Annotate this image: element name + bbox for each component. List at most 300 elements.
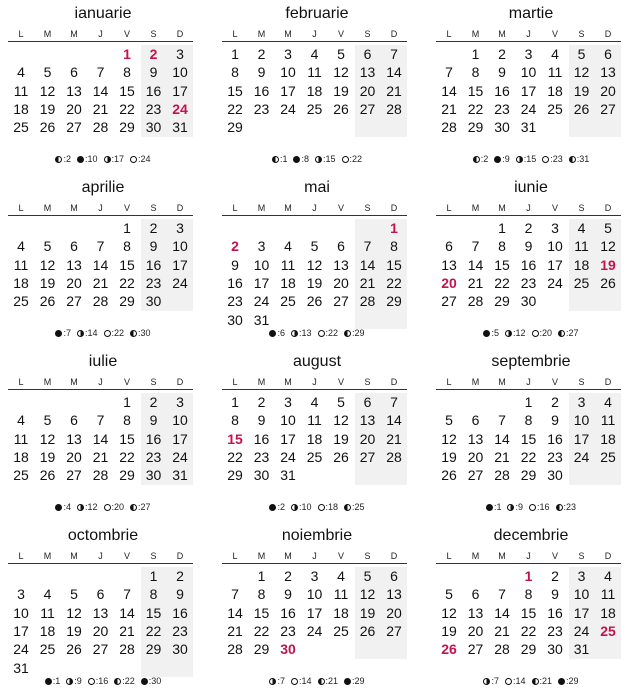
day-cell: 27 bbox=[66, 119, 82, 136]
day-cell: 24 bbox=[573, 622, 590, 639]
day-cell: 4 bbox=[17, 412, 25, 429]
weekday-label: J bbox=[312, 551, 317, 561]
weekday-label: D bbox=[176, 377, 184, 387]
moon-phase-day: :25 bbox=[352, 502, 365, 512]
day-cell: 21 bbox=[92, 100, 109, 117]
weekday-label: J bbox=[98, 29, 103, 39]
day-cell: 24 bbox=[280, 448, 296, 465]
day-cell: 20 bbox=[92, 622, 109, 639]
full-moon-icon bbox=[130, 156, 137, 163]
weekday-label: L bbox=[18, 203, 24, 213]
day-cell: 26 bbox=[573, 100, 590, 117]
weekday-label: V bbox=[123, 203, 130, 213]
day-cell: 24 bbox=[520, 100, 537, 117]
day-cell: 17 bbox=[573, 430, 590, 447]
weekday-label: S bbox=[364, 551, 371, 561]
day-cell: 9 bbox=[149, 238, 158, 255]
last-quarter-icon bbox=[291, 330, 298, 337]
day-cell: 11 bbox=[13, 430, 29, 447]
first-quarter-icon bbox=[532, 678, 539, 685]
day-cell: 10 bbox=[573, 412, 590, 429]
weekday-label: L bbox=[446, 551, 452, 561]
moon-phase-day: :10 bbox=[84, 154, 98, 164]
day-cell: 28 bbox=[494, 467, 510, 484]
weekday-label: J bbox=[526, 203, 531, 213]
day-cell: 8 bbox=[149, 586, 158, 603]
weekday-label: M bbox=[70, 551, 78, 561]
full-moon-icon bbox=[532, 330, 539, 337]
day-cell: 14 bbox=[386, 412, 402, 429]
day-cell: 4 bbox=[551, 46, 559, 62]
moon-phase-day: :6 bbox=[277, 328, 285, 338]
moon-phase bbox=[293, 153, 309, 165]
day-cell: 5 bbox=[445, 412, 453, 429]
weekday-label: M bbox=[257, 203, 266, 213]
moon-phase-day: :24 bbox=[138, 154, 151, 164]
moon-phase bbox=[269, 501, 285, 513]
weekday-label: S bbox=[364, 29, 371, 39]
day-cell: 11 bbox=[333, 586, 349, 603]
weekday-label: D bbox=[390, 377, 398, 387]
day-cell: 4 bbox=[310, 46, 319, 62]
moon-phase bbox=[45, 675, 61, 687]
day-cell: 2 bbox=[231, 238, 239, 255]
day-cell: 19 bbox=[441, 622, 457, 639]
day-cell: 14 bbox=[92, 256, 109, 273]
weekday-label: M bbox=[257, 29, 266, 39]
day-cell: 28 bbox=[119, 641, 135, 658]
moon-phase bbox=[88, 675, 109, 687]
day-cell: 4 bbox=[604, 394, 612, 410]
day-cell: 18 bbox=[600, 604, 616, 621]
moon-phases bbox=[436, 327, 626, 339]
day-cell: 1 bbox=[390, 220, 398, 236]
moon-phase-day: :2 bbox=[277, 502, 285, 512]
day-cell: 16 bbox=[520, 256, 537, 273]
moon-phase bbox=[532, 327, 553, 339]
day-cell: 22 bbox=[520, 622, 537, 639]
day-cell: 7 bbox=[498, 412, 506, 429]
day-cell: 14 bbox=[92, 430, 109, 447]
day-cell: 11 bbox=[13, 82, 29, 99]
day-cell: 25 bbox=[13, 119, 29, 136]
day-cell: 7 bbox=[96, 238, 105, 255]
day-cell: 12 bbox=[441, 604, 457, 621]
moon-phase bbox=[272, 153, 288, 165]
moon-phase-day: :31 bbox=[576, 154, 590, 164]
day-cell: 16 bbox=[253, 430, 270, 447]
day-cell: 8 bbox=[231, 64, 239, 81]
day-cell: 8 bbox=[471, 64, 480, 81]
day-cell: 13 bbox=[66, 256, 82, 273]
day-cell: 2 bbox=[257, 46, 266, 62]
day-cell: 16 bbox=[253, 82, 270, 99]
first-quarter-icon bbox=[55, 156, 62, 163]
day-cell: 22 bbox=[227, 448, 243, 465]
moon-phase-day: :18 bbox=[325, 502, 339, 512]
day-cell: 14 bbox=[359, 256, 376, 273]
moon-phases bbox=[222, 501, 412, 513]
weekday-label: V bbox=[337, 203, 344, 213]
day-cell: 22 bbox=[145, 622, 162, 639]
day-cell: 3 bbox=[176, 394, 184, 410]
first-quarter-icon bbox=[318, 678, 325, 685]
day-cell: 4 bbox=[577, 220, 586, 236]
day-cell: 18 bbox=[600, 430, 616, 447]
day-cell: 7 bbox=[363, 238, 372, 255]
day-cell: 8 bbox=[257, 586, 266, 603]
day-cell: 18 bbox=[280, 274, 296, 291]
day-cell: 11 bbox=[307, 64, 322, 81]
day-cell: 16 bbox=[547, 604, 563, 621]
day-cell: 9 bbox=[551, 586, 559, 603]
day-cell: 4 bbox=[284, 238, 292, 255]
day-cell: 5 bbox=[337, 394, 345, 410]
weekday-label: M bbox=[70, 203, 78, 213]
weekday-label: L bbox=[18, 29, 24, 39]
day-cell: 28 bbox=[92, 119, 109, 136]
weekday-label: M bbox=[498, 377, 506, 387]
day-cell: 23 bbox=[253, 448, 270, 465]
day-cell: 28 bbox=[441, 119, 457, 136]
moon-phase bbox=[483, 327, 499, 339]
day-cell: 4 bbox=[17, 238, 25, 255]
weekday-label: J bbox=[312, 203, 317, 213]
day-cell: 19 bbox=[573, 82, 590, 99]
day-cell: 27 bbox=[66, 293, 82, 310]
weekday-label: J bbox=[98, 377, 103, 387]
last-quarter-icon bbox=[507, 504, 514, 511]
day-cell: 21 bbox=[119, 622, 135, 639]
day-cell: 25 bbox=[39, 641, 56, 658]
weekday-label: M bbox=[471, 203, 480, 213]
moon-phase-day: :27 bbox=[138, 502, 151, 512]
weekday-label: J bbox=[526, 377, 531, 387]
moon-phase-day: :13 bbox=[298, 328, 312, 338]
weekday-label: L bbox=[232, 377, 238, 387]
moon-phase-day: :1 bbox=[52, 676, 61, 686]
day-cell: 26 bbox=[600, 274, 616, 291]
day-cell: 14 bbox=[494, 604, 510, 621]
day-cell: 10 bbox=[306, 586, 323, 603]
day-cell: 10 bbox=[13, 604, 29, 621]
day-cell: 26 bbox=[333, 100, 349, 117]
day-cell: 29 bbox=[119, 119, 135, 136]
weekday-label: S bbox=[150, 377, 157, 387]
day-cell: 20 bbox=[66, 100, 82, 117]
day-cell: 10 bbox=[172, 412, 188, 429]
day-cell: 23 bbox=[172, 622, 188, 639]
day-cell: 25 bbox=[13, 293, 29, 310]
moon-phase-day: :22 bbox=[349, 154, 363, 164]
moon-phase bbox=[269, 327, 285, 339]
day-cell: 27 bbox=[66, 467, 82, 484]
day-cell: 13 bbox=[359, 64, 376, 81]
moon-phase bbox=[55, 153, 71, 165]
day-cell: 9 bbox=[524, 238, 533, 255]
day-cell: 7 bbox=[231, 586, 239, 603]
moon-phase bbox=[291, 327, 312, 339]
weekday-label: D bbox=[604, 29, 612, 39]
day-cell: 11 bbox=[307, 412, 322, 429]
day-cell: 26 bbox=[306, 293, 323, 310]
day-cell: 15 bbox=[253, 604, 270, 621]
day-cell: 14 bbox=[119, 604, 135, 621]
day-cell: 20 bbox=[359, 82, 376, 99]
weekday-label: S bbox=[364, 203, 371, 213]
moon-phase-day: :20 bbox=[539, 328, 553, 338]
day-cell: 22 bbox=[467, 100, 484, 117]
day-cell: 30 bbox=[145, 293, 162, 310]
day-cell: 5 bbox=[70, 586, 78, 603]
day-cell: 15 bbox=[467, 82, 484, 99]
full-moon-icon bbox=[104, 330, 111, 337]
month-title: iunie bbox=[514, 179, 548, 196]
new-moon-icon bbox=[269, 330, 276, 337]
weekday-label: S bbox=[150, 551, 157, 561]
day-cell: 29 bbox=[386, 293, 402, 310]
moon-phase-day: :29 bbox=[352, 328, 365, 338]
weekday-label: M bbox=[471, 29, 480, 39]
day-cell: 10 bbox=[172, 238, 188, 255]
month-noiembrie bbox=[222, 526, 412, 698]
day-cell: 17 bbox=[547, 256, 563, 273]
moon-phase-day: :7 bbox=[277, 676, 285, 686]
day-cell: 4 bbox=[604, 568, 612, 584]
day-cell: 27 bbox=[467, 641, 484, 658]
day-cell: 3 bbox=[524, 46, 533, 62]
moon-phase bbox=[104, 327, 125, 339]
day-cell: 30 bbox=[520, 293, 537, 310]
weekday-label: M bbox=[498, 29, 506, 39]
weekday-label: M bbox=[43, 29, 52, 39]
weekday-label: M bbox=[257, 551, 266, 561]
moon-phase-day: :15 bbox=[523, 154, 537, 164]
moon-phase-day: :22 bbox=[111, 328, 125, 338]
day-cell: 20 bbox=[66, 274, 82, 291]
day-cell: 3 bbox=[310, 568, 319, 584]
new-moon-icon bbox=[293, 156, 300, 163]
day-cell: 17 bbox=[13, 622, 29, 639]
last-quarter-icon bbox=[516, 156, 523, 163]
day-cell: 5 bbox=[445, 586, 453, 603]
day-cell: 13 bbox=[359, 412, 376, 429]
weekday-label: J bbox=[312, 29, 317, 39]
day-cell: 15 bbox=[227, 82, 243, 99]
day-cell: 9 bbox=[551, 412, 559, 429]
moon-phases bbox=[222, 153, 412, 165]
day-cell: 23 bbox=[253, 100, 270, 117]
moon-phase-day: :9 bbox=[502, 154, 510, 164]
moon-phase-day: :30 bbox=[138, 328, 151, 338]
day-cell: 17 bbox=[172, 430, 188, 447]
day-cell: 2 bbox=[284, 568, 292, 584]
full-moon-icon bbox=[318, 330, 325, 337]
day-cell: 13 bbox=[66, 430, 82, 447]
day-cell: 1 bbox=[231, 46, 239, 62]
day-cell: 29 bbox=[253, 641, 270, 658]
full-moon-icon bbox=[529, 504, 536, 511]
month-title: august bbox=[292, 353, 342, 370]
day-cell: 8 bbox=[524, 586, 533, 603]
day-cell: 28 bbox=[467, 293, 484, 310]
day-cell: 19 bbox=[441, 448, 457, 465]
moon-phase bbox=[77, 327, 98, 339]
day-cell: 10 bbox=[547, 238, 563, 255]
day-cell: 24 bbox=[172, 100, 188, 117]
day-cell: 10 bbox=[280, 412, 296, 429]
day-cell: 14 bbox=[92, 82, 109, 99]
day-cell: 31 bbox=[172, 467, 188, 484]
weekday-label: J bbox=[526, 29, 531, 39]
moon-phase bbox=[55, 501, 71, 513]
day-cell: 1 bbox=[524, 568, 533, 584]
moon-phase-day: :29 bbox=[566, 676, 579, 686]
first-quarter-icon bbox=[556, 504, 563, 511]
moon-phase-day: :15 bbox=[323, 154, 336, 164]
day-cell: 15 bbox=[520, 430, 537, 447]
moon-phase bbox=[558, 327, 579, 339]
moon-phase bbox=[473, 153, 489, 165]
day-cell: 8 bbox=[123, 238, 131, 255]
day-cell: 30 bbox=[547, 467, 563, 484]
moon-phase bbox=[318, 675, 339, 687]
month-mai bbox=[222, 178, 412, 350]
day-cell: 19 bbox=[600, 256, 616, 273]
weekday-label: L bbox=[232, 551, 238, 561]
weekday-label: V bbox=[123, 29, 130, 39]
moon-phase-day: :14 bbox=[512, 676, 526, 686]
new-moon-icon bbox=[494, 156, 501, 163]
day-cell: 12 bbox=[441, 430, 457, 447]
moon-phase-day: :14 bbox=[84, 328, 98, 338]
moon-phase-day: :21 bbox=[539, 676, 553, 686]
moon-phase bbox=[344, 501, 365, 513]
day-cell: 24 bbox=[573, 448, 590, 465]
weekday-header bbox=[8, 376, 193, 390]
weekday-label: M bbox=[43, 203, 52, 213]
day-cell: 12 bbox=[39, 430, 56, 447]
day-cell: 12 bbox=[359, 586, 376, 603]
weekday-label: S bbox=[578, 377, 585, 387]
day-cell: 21 bbox=[227, 622, 243, 639]
day-cell: 23 bbox=[520, 274, 537, 291]
day-cell: 13 bbox=[333, 256, 349, 273]
weekday-label: M bbox=[70, 29, 78, 39]
day-cell: 29 bbox=[119, 467, 135, 484]
day-cell: 1 bbox=[231, 394, 239, 410]
day-cell: 25 bbox=[600, 448, 616, 465]
weekday-label: S bbox=[578, 203, 585, 213]
day-cell: 1 bbox=[123, 394, 131, 410]
day-cell: 3 bbox=[284, 46, 292, 62]
day-cell: 23 bbox=[547, 622, 563, 639]
day-cell: 6 bbox=[363, 394, 372, 410]
last-quarter-icon bbox=[77, 504, 84, 511]
weekday-label: M bbox=[284, 29, 292, 39]
day-cell: 1 bbox=[123, 46, 131, 62]
moon-phase bbox=[318, 501, 339, 513]
day-cell: 23 bbox=[145, 448, 162, 465]
month-decembrie bbox=[436, 526, 626, 698]
day-cell: 6 bbox=[96, 586, 105, 603]
month-august bbox=[222, 352, 412, 524]
day-cell: 15 bbox=[119, 82, 135, 99]
weekday-label: V bbox=[123, 551, 130, 561]
weekday-label: D bbox=[390, 551, 398, 561]
day-cell: 29 bbox=[227, 467, 243, 484]
day-cell: 6 bbox=[70, 64, 78, 81]
day-cell: 14 bbox=[441, 82, 457, 99]
day-cell: 5 bbox=[310, 238, 319, 255]
day-cell: 13 bbox=[92, 604, 109, 621]
moon-phase-day: :7 bbox=[491, 676, 499, 686]
day-cell: 2 bbox=[524, 220, 533, 236]
day-cell: 18 bbox=[13, 448, 29, 465]
moon-phase-day: :8 bbox=[301, 154, 309, 164]
day-cell: 28 bbox=[92, 293, 109, 310]
day-cell: 30 bbox=[145, 467, 162, 484]
day-cell: 21 bbox=[494, 448, 510, 465]
moon-phase-day: :2 bbox=[63, 154, 71, 164]
moon-phase bbox=[556, 501, 577, 513]
moon-phase-day: :7 bbox=[63, 328, 71, 338]
day-cell: 6 bbox=[70, 412, 78, 429]
day-cell: 3 bbox=[176, 46, 184, 62]
day-cell: 6 bbox=[337, 238, 345, 255]
weekday-header bbox=[436, 550, 621, 564]
weekday-label: M bbox=[498, 551, 506, 561]
day-cell: 20 bbox=[386, 604, 402, 621]
day-cell: 11 bbox=[280, 256, 296, 273]
day-cell: 15 bbox=[145, 604, 162, 621]
weekday-label: S bbox=[150, 29, 157, 39]
day-cell: 7 bbox=[390, 46, 398, 62]
day-cell: 3 bbox=[577, 394, 586, 410]
day-cell: 24 bbox=[172, 274, 188, 291]
day-cell: 8 bbox=[123, 64, 131, 81]
new-moon-icon bbox=[344, 678, 351, 685]
day-cell: 18 bbox=[13, 274, 29, 291]
weekday-label: V bbox=[551, 551, 558, 561]
moon-phase-day: :22 bbox=[325, 328, 339, 338]
moon-phase bbox=[505, 327, 526, 339]
day-cell: 21 bbox=[441, 100, 457, 117]
moon-phase-day: :10 bbox=[298, 502, 312, 512]
day-cell: 29 bbox=[520, 641, 537, 658]
day-cell: 4 bbox=[43, 586, 52, 603]
first-quarter-icon bbox=[344, 330, 351, 337]
weekday-label: D bbox=[176, 551, 184, 561]
day-cell: 11 bbox=[40, 604, 55, 621]
moon-phase bbox=[77, 501, 98, 513]
month-iulie bbox=[8, 352, 198, 524]
new-moon-icon bbox=[45, 678, 52, 685]
weekday-label: S bbox=[150, 203, 157, 213]
day-cell: 1 bbox=[524, 394, 533, 410]
new-moon-icon bbox=[558, 678, 565, 685]
day-cell: 13 bbox=[386, 586, 402, 603]
day-cell: 21 bbox=[386, 430, 402, 447]
day-cell: 9 bbox=[257, 64, 266, 81]
day-cell: 10 bbox=[573, 586, 590, 603]
weekday-label: J bbox=[98, 203, 103, 213]
day-cell: 21 bbox=[386, 82, 402, 99]
weekday-label: V bbox=[551, 29, 558, 39]
full-moon-icon bbox=[291, 678, 298, 685]
weekday-header bbox=[222, 550, 407, 564]
day-cell: 16 bbox=[145, 82, 162, 99]
